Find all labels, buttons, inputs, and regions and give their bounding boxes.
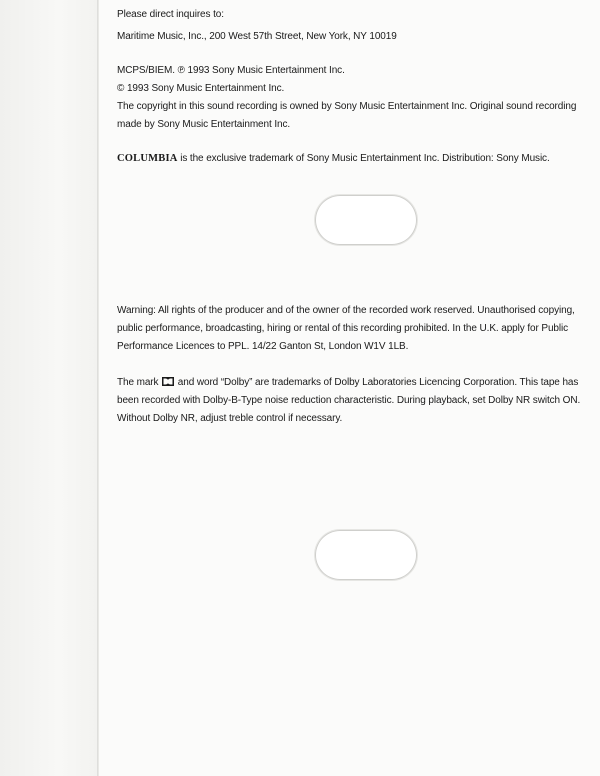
- dolby-double-d-icon: [162, 377, 174, 386]
- contact-line-1: Please direct inquires to:: [117, 9, 224, 20]
- trademark-text: is the exclusive trademark of Sony Music Entertainment Inc. Distribution: Sony Music.: [177, 153, 550, 164]
- warning-text: Warning: All rights of the producer and of the owner of the recorded work reserved. Unauthorised copying, public performance, broadcasting, hiring or rental of this recording prohibited. In the U.K. apply for Public Performance Licences to PPL. 14/22 Ganton St, London W1V 1LB.: [117, 305, 575, 352]
- copyright-block: [117, 62, 587, 134]
- reel-window-bottom: [315, 530, 417, 580]
- reel-window-top: [315, 195, 417, 245]
- dolby-text: [117, 374, 587, 428]
- columbia-brand: COLUMBIA: [117, 153, 178, 164]
- copyright-line-2: © 1993 Sony Music Entertainment Inc.: [117, 83, 285, 94]
- contact-block: [117, 6, 587, 46]
- dolby-text-before: The mark: [117, 377, 162, 388]
- trademark-line: [117, 150, 587, 168]
- dolby-block: [117, 374, 587, 428]
- copyright-line-3: The copyright in this sound recording is owned by Sony Music Entertainment Inc. Original sound recording made by Sony Music Entertainment Inc.: [117, 101, 577, 130]
- contact-address: Maritime Music, Inc., 200 West 57th Street, New York, NY 10019: [117, 31, 397, 42]
- cassette-spine: [0, 0, 98, 776]
- copyright-line-1: MCPS/BIEM. ℗ 1993 Sony Music Entertainment Inc.: [117, 65, 345, 76]
- trademark-block: [117, 150, 587, 168]
- dolby-text-after: and word “Dolby” are trademarks of Dolby Laboratories Licencing Corporation. This tape has been recorded with Dolby-B-Type noise reduction characteristic. During playback, set Dolby NR switch ON. Without Dolby NR, adjust treble control if necessary.: [117, 377, 581, 424]
- warning-block: [117, 302, 587, 356]
